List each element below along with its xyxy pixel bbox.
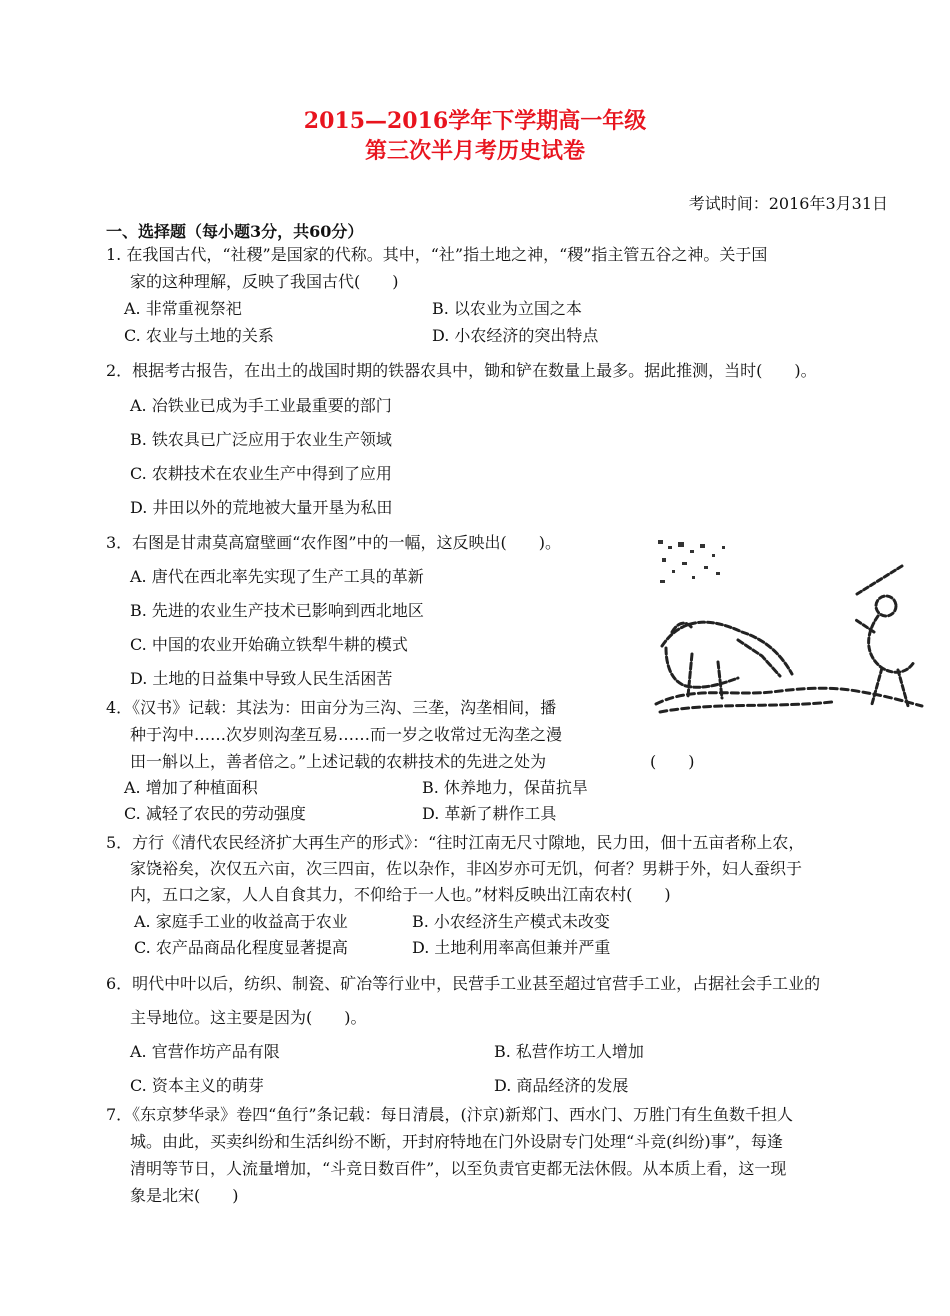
question-6-line-2: 主导地位。这主要是因为( )。 — [130, 1008, 367, 1027]
question-1-option-b: B. 以农业为立国之本 — [432, 299, 582, 318]
question-1-line-2: 家的这种理解，反映了我国古代( ) — [130, 272, 399, 291]
question-7-line-1: 7．《东京梦华录》卷四“鱼行”条记载：每日清晨，(汴京)新郑门、西水门、万胜门有生鱼数千担人 — [106, 1105, 794, 1124]
exam-title-line1: 2015—2016学年下学期高一年级 — [303, 108, 647, 134]
question-1-option-c: C. 农业与土地的关系 — [124, 326, 274, 345]
question-3-option-a: A. 唐代在西北率先实现了生产工具的革新 — [130, 567, 424, 586]
question-4-option-b: B. 休养地力，保苗抗旱 — [422, 778, 588, 797]
farming-mural-drawing — [652, 536, 924, 716]
question-3-option-b: B. 先进的农业生产技术已影响到西北地区 — [130, 601, 424, 620]
question-2-option-b: B. 铁农具已广泛应用于农业生产领域 — [130, 430, 392, 449]
question-6-option-b: B. 私营作坊工人增加 — [494, 1042, 644, 1061]
question-6-option-d: D. 商品经济的发展 — [494, 1076, 629, 1095]
exam-title-line2: 第三次半月考历史试卷 — [364, 138, 585, 164]
question-4-answer-blank: ( ) — [650, 752, 695, 771]
question-7-line-2: 城。由此，买卖纠纷和生活纠纷不断，开封府特地在门外设尉专门处理“斗竞(纠纷)事”，每逢 — [130, 1132, 783, 1151]
question-2-line-1: 2．根据考古报告，在出土的战国时期的铁器农具中，锄和铲在数量上最多。据此推测，当时( )。 — [106, 361, 817, 380]
question-5-line-3: 内，五口之家，人人自食其力，不仰给于一人也。”材料反映出江南农村( ) — [130, 885, 671, 904]
question-4-line-1: 4．《汉书》记载：其法为：田亩分为三沟、三垄，沟垄相间，播 — [106, 698, 557, 717]
question-5-line-1: 5．方行《清代农民经济扩大再生产的形式》：“往时江南无尺寸隙地，民力田，佃十五亩者称上农， — [106, 833, 805, 852]
question-1-option-d: D. 小农经济的突出特点 — [432, 326, 599, 345]
question-6-option-a: A. 官营作坊产品有限 — [130, 1042, 280, 1061]
question-7-line-3: 清明等节日，人流量增加，“斗竞日数百件”，以至负责官吏都无法休假。从本质上看，这一现 — [130, 1159, 787, 1178]
question-3-line-1: 3．右图是甘肃莫高窟壁画“农作图”中的一幅，这反映出( )。 — [106, 533, 562, 552]
question-1-option-a: A. 非常重视祭祀 — [124, 299, 242, 318]
question-6-line-1: 6．明代中叶以后，纺织、制瓷、矿冶等行业中，民营手工业甚至超过官营手工业，占据社会手工业的 — [106, 974, 821, 993]
question-5-option-d: D. 土地利用率高但兼并严重 — [412, 938, 611, 957]
farming-mural-image — [652, 536, 924, 716]
question-4-option-a: A. 增加了种植面积 — [124, 778, 258, 797]
question-6-option-c: C. 资本主义的萌芽 — [130, 1076, 264, 1095]
question-5-option-c: C. 农产品商品化程度显著提高 — [134, 938, 348, 957]
question-2-option-a: A. 冶铁业已成为手工业最重要的部门 — [130, 396, 392, 415]
section-title: 一、选择题（每小题3分，共60分） — [106, 222, 364, 241]
question-5-line-2: 家饶裕矣，次仅五六亩，次三四亩，佐以杂作，非凶岁亦可无饥，何者？男耕于外，妇人蚕织于 — [130, 859, 803, 878]
question-4-line-3: 田一斛以上，善者倍之。”上述记载的农耕技术的先进之处为 — [130, 752, 547, 771]
question-1-line-1: 1. 在我国古代，“社稷”是国家的代称。其中，“社”指土地之神，“稷”指主管五谷之神。关于国 — [106, 245, 768, 264]
exam-time: 考试时间：2016年3月31日 — [688, 194, 888, 213]
question-4-option-d: D. 革新了耕作工具 — [422, 804, 557, 823]
question-7-line-4: 象是北宋( ) — [130, 1186, 239, 1205]
question-3-option-d: D. 土地的日益集中导致人民生活困苦 — [130, 669, 393, 688]
question-2-option-d: D. 井田以外的荒地被大量开垦为私田 — [130, 498, 393, 517]
question-5-option-b: B. 小农经济生产模式未改变 — [412, 912, 610, 931]
question-4-option-c: C. 减轻了农民的劳动强度 — [124, 804, 306, 823]
question-4-line-2: 种于沟中……次岁则沟垄互易……而一岁之收常过无沟垄之漫 — [130, 725, 563, 744]
question-5-option-a: A. 家庭手工业的收益高于农业 — [134, 912, 348, 931]
question-2-option-c: C. 农耕技术在农业生产中得到了应用 — [130, 464, 392, 483]
question-3-option-c: C. 中国的农业开始确立铁犁牛耕的模式 — [130, 635, 408, 654]
